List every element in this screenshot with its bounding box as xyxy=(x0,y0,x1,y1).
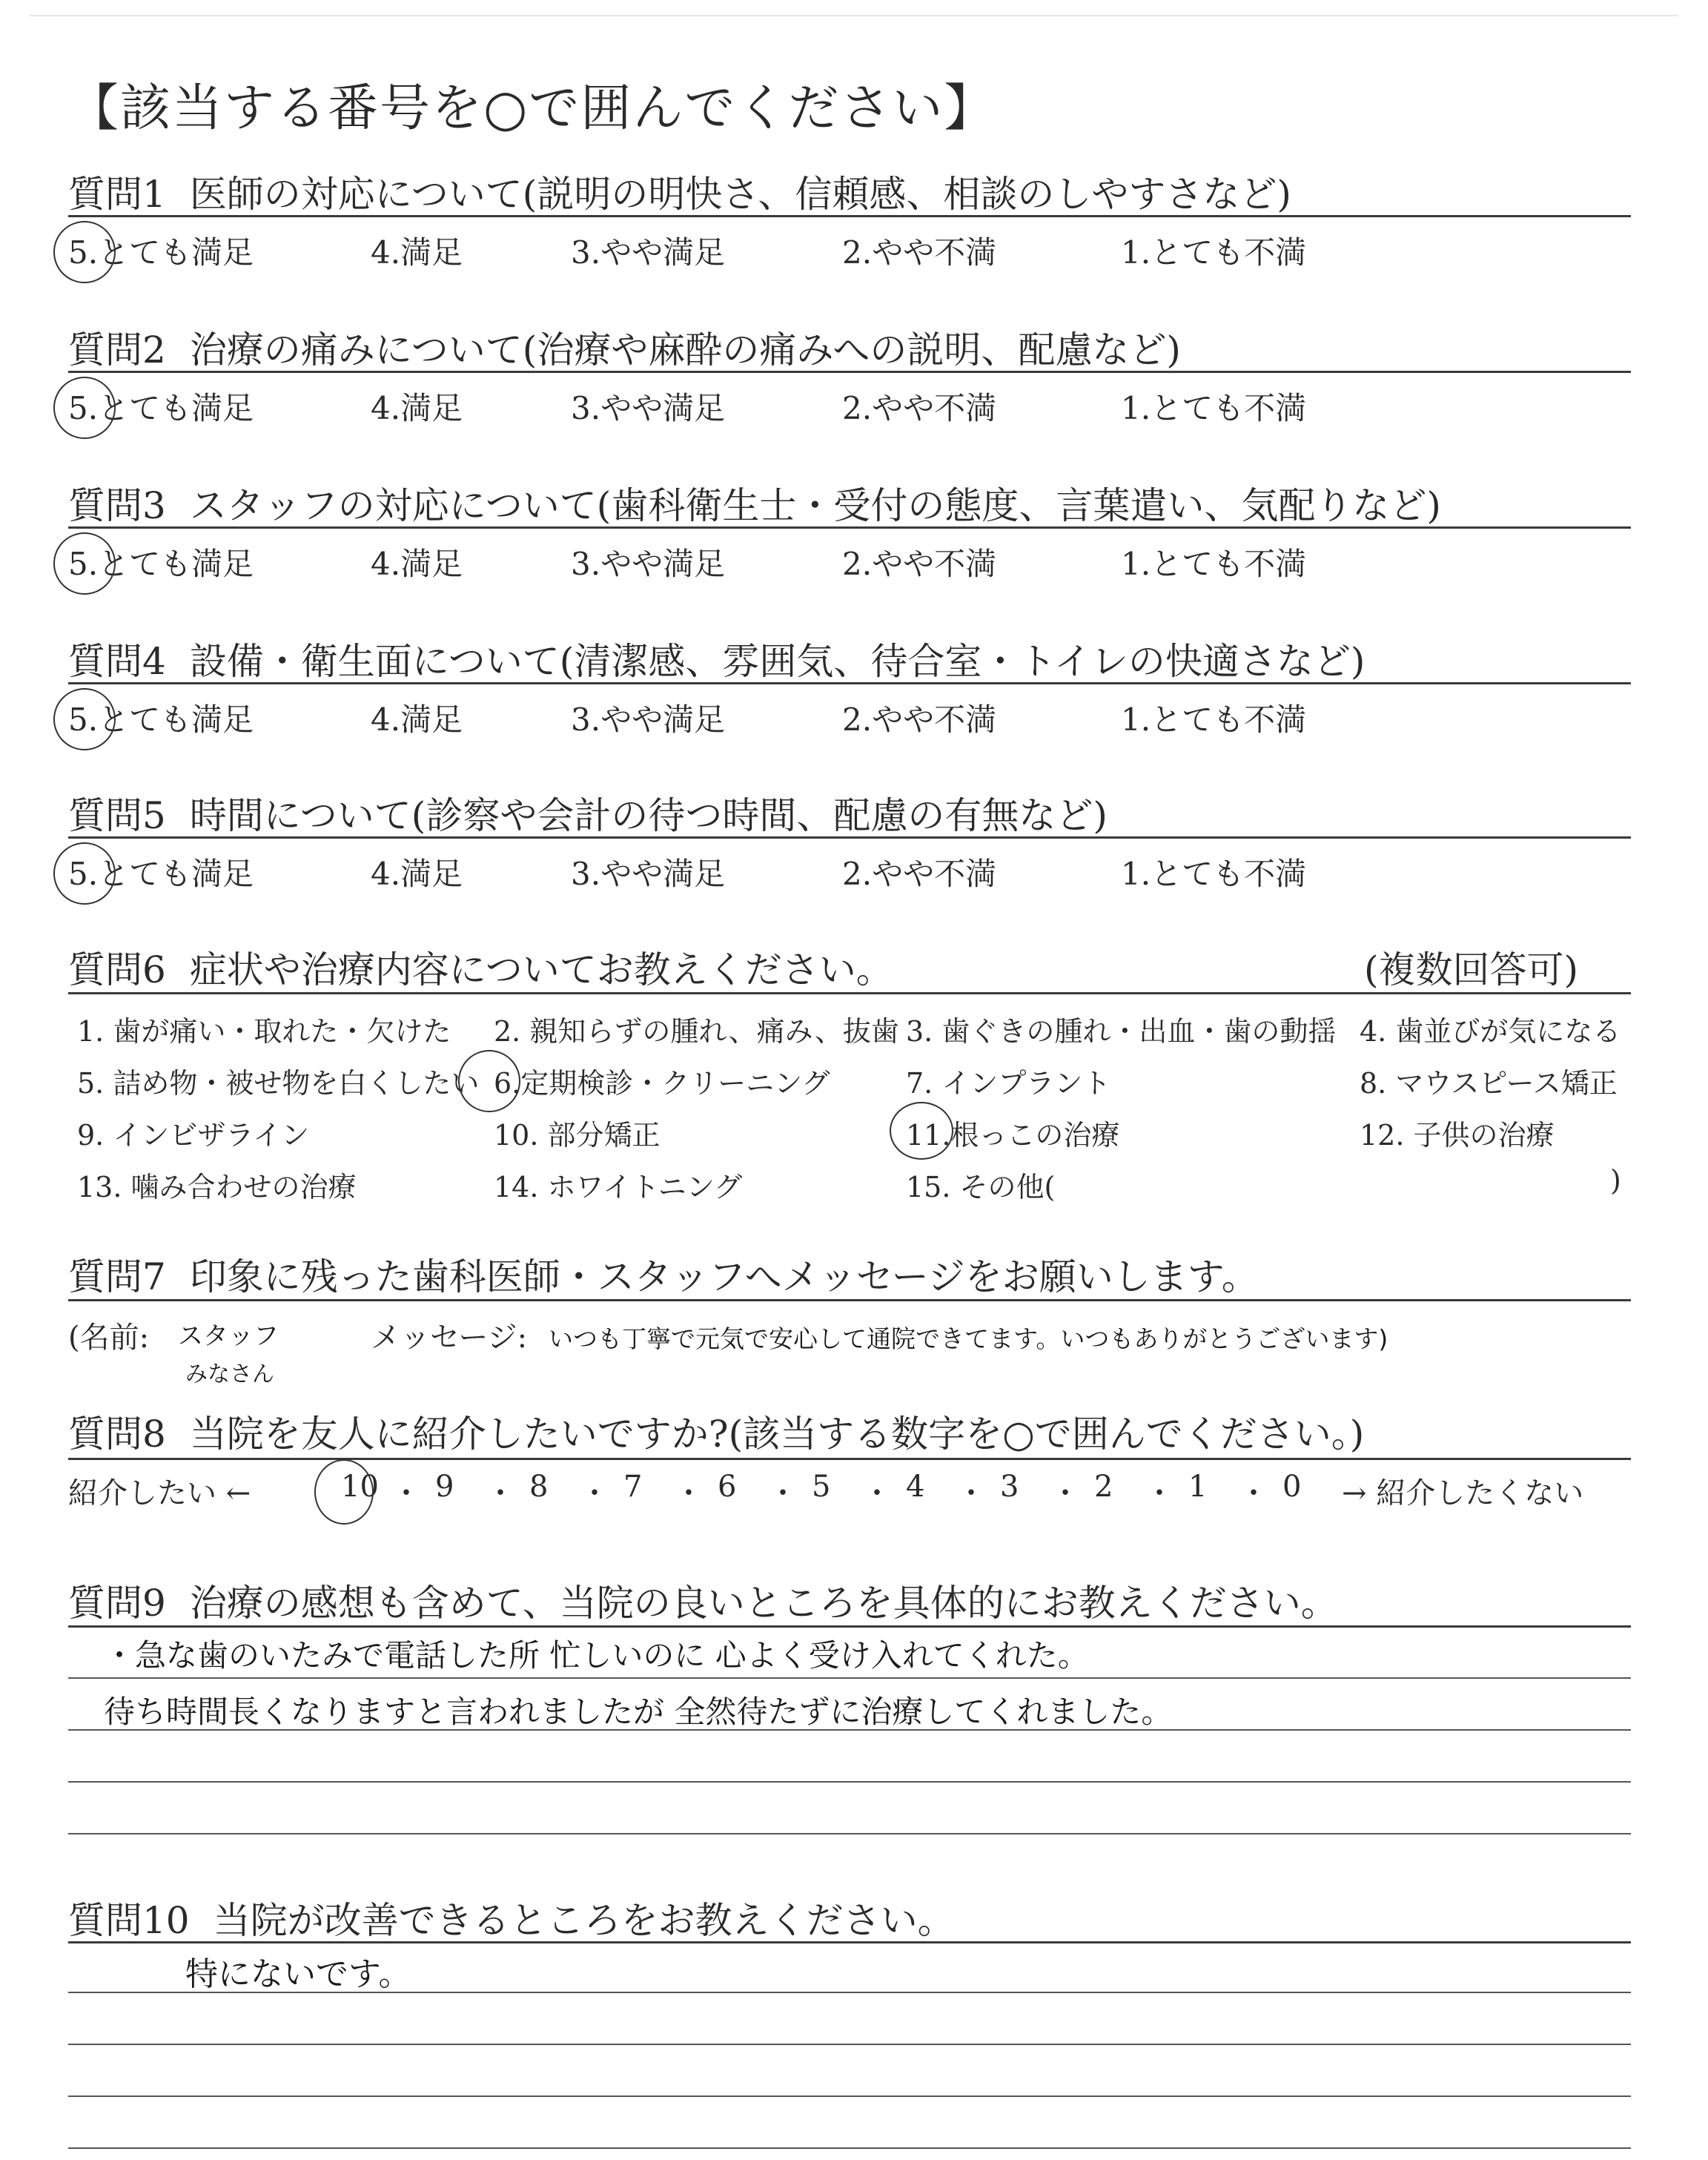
q5-option-2[interactable]: 2.やや不満 xyxy=(842,856,997,892)
q10-title xyxy=(68,1891,955,1944)
q5-option-4[interactable]: 4.満足 xyxy=(371,856,463,892)
q7-name-value-2[interactable]: みなさん xyxy=(185,1361,274,1387)
q8-title xyxy=(68,1404,1364,1458)
q10-line-3 xyxy=(68,2044,1631,2045)
q6-text: 症状や治療内容についてお教えください。 xyxy=(189,948,893,991)
q2-option-2[interactable]: 2.やや不満 xyxy=(842,390,997,426)
q8-text: 当院を友人に紹介したいですか?(該当する数字を○で囲んでください。) xyxy=(189,1413,1365,1456)
q2-text: 治療の痛みについて(治療や麻酔の痛みへの説明、配慮など) xyxy=(189,328,1181,371)
q2-option-3[interactable]: 3.やや満足 xyxy=(571,390,726,426)
q3-number: 質問3 xyxy=(68,484,166,527)
q3-option-2[interactable]: 2.やや不満 xyxy=(842,546,997,582)
q5-option-5[interactable]: 5.とても満足 xyxy=(68,856,254,892)
q9-rule xyxy=(68,1625,1631,1628)
q3-option-3[interactable]: 3.やや満足 xyxy=(571,546,726,582)
q8-scale-1[interactable]: 1 xyxy=(1188,1470,1208,1504)
q3-title xyxy=(68,476,1441,529)
q1-option-3[interactable]: 3.やや満足 xyxy=(571,234,726,271)
q3-rule xyxy=(68,526,1631,529)
q4-text: 設備・衛生面について(清潔感、雰囲気、待合室・トイレの快適さなど) xyxy=(189,640,1366,683)
q8-rule xyxy=(68,1458,1631,1460)
q1-option-4[interactable]: 4.満足 xyxy=(371,234,463,271)
q8-scale-separator: ・ xyxy=(1239,1476,1268,1510)
top-border xyxy=(30,15,1678,16)
q8-scale-separator: ・ xyxy=(1145,1476,1174,1510)
q4-option-2[interactable]: 2.やや不満 xyxy=(842,701,997,738)
q8-right-label: → 紹介したくない xyxy=(1342,1476,1584,1510)
q7-rule xyxy=(68,1299,1631,1301)
q8-scale-separator: ・ xyxy=(956,1476,986,1510)
q6-item-15[interactable]: 15. その他( xyxy=(906,1171,1056,1203)
q2-option-4[interactable]: 4.満足 xyxy=(371,390,463,426)
q9-line-5 xyxy=(68,1833,1631,1834)
q5-number: 質問5 xyxy=(68,794,166,837)
q8-scale-0[interactable]: 0 xyxy=(1282,1470,1302,1504)
q7-name-value-1[interactable]: スタッフ xyxy=(178,1321,279,1351)
q8-scale-separator: ・ xyxy=(486,1476,515,1510)
q5-title xyxy=(68,786,1108,839)
q6-item-4[interactable]: 4. 歯並びが気になる xyxy=(1360,1015,1621,1048)
q4-title xyxy=(68,632,1365,685)
q7-message-label: メッセージ: xyxy=(371,1321,528,1355)
q1-number: 質問1 xyxy=(68,173,166,216)
q6-title xyxy=(68,940,893,994)
q6-item-15-close: ) xyxy=(1610,1164,1621,1197)
q2-option-1[interactable]: 1.とても不満 xyxy=(1121,390,1307,426)
q3-option-5[interactable]: 5.とても満足 xyxy=(68,546,254,582)
q9-text: 治療の感想も含めて、当院の良いところを具体的にお教えください。 xyxy=(189,1582,1338,1625)
q4-rule xyxy=(68,682,1631,684)
q5-option-3[interactable]: 3.やや満足 xyxy=(571,856,726,892)
q8-scale-separator: ・ xyxy=(391,1476,421,1510)
q5-selected-circle xyxy=(53,842,116,905)
q6-item-8[interactable]: 8. マウスピース矯正 xyxy=(1360,1067,1618,1100)
q5-text: 時間について(診察や会計の待つ時間、配慮の有無など) xyxy=(189,794,1108,837)
q8-selected-circle xyxy=(314,1459,374,1525)
q9-line-3 xyxy=(68,1729,1631,1731)
q7-name-label: (名前: xyxy=(68,1321,150,1355)
q2-rule xyxy=(68,371,1631,373)
q6-item-7[interactable]: 7. インプラント xyxy=(906,1067,1111,1100)
q10-number: 質問10 xyxy=(68,1899,190,1942)
q6-item-1[interactable]: 1. 歯が痛い・取れた・欠けた xyxy=(77,1015,451,1048)
q8-scale-3[interactable]: 3 xyxy=(1000,1470,1019,1504)
q1-selected-circle xyxy=(53,221,116,283)
q1-option-2[interactable]: 2.やや不満 xyxy=(842,234,997,271)
q8-scale-7[interactable]: 7 xyxy=(623,1470,643,1504)
q6-number: 質問6 xyxy=(68,948,166,991)
q6-selected-circle-11 xyxy=(890,1102,953,1160)
q9-title xyxy=(68,1573,1338,1627)
q6-item-5[interactable]: 5. 詰め物・被せ物を白くしたい xyxy=(77,1067,480,1100)
q8-scale-2[interactable]: 2 xyxy=(1094,1470,1113,1504)
q4-option-5[interactable]: 5.とても満足 xyxy=(68,701,254,738)
q5-option-1[interactable]: 1.とても不満 xyxy=(1121,856,1307,892)
q8-scale-separator: ・ xyxy=(768,1476,798,1510)
q7-text: 印象に残った歯科医師・スタッフへメッセージをお願いします。 xyxy=(189,1255,1259,1298)
q4-number: 質問4 xyxy=(68,640,166,683)
q9-answer-line-2[interactable]: 待ち時間長くなりますと言われましたが 全然待たずに治療してくれました。 xyxy=(104,1694,1173,1730)
q8-scale-separator: ・ xyxy=(1050,1476,1080,1510)
q8-scale-separator: ・ xyxy=(580,1476,609,1510)
q6-note: (複数回答可) xyxy=(1364,948,1579,991)
q3-option-4[interactable]: 4.満足 xyxy=(371,546,463,582)
q2-selected-circle xyxy=(53,377,116,439)
q4-option-1[interactable]: 1.とても不満 xyxy=(1121,701,1307,738)
q6-item-11[interactable]: 11.根っこの治療 xyxy=(906,1119,1120,1152)
q1-option-1[interactable]: 1.とても不満 xyxy=(1121,234,1307,271)
q4-option-3[interactable]: 3.やや満足 xyxy=(571,701,726,738)
q10-text: 当院が改善できるところをお教えください。 xyxy=(213,1899,955,1942)
q1-option-5[interactable]: 5.とても満足 xyxy=(68,234,254,271)
q7-number: 質問7 xyxy=(68,1255,166,1298)
q4-option-4[interactable]: 4.満足 xyxy=(371,701,463,738)
q8-number: 質問8 xyxy=(68,1413,166,1456)
q10-rule xyxy=(68,1941,1631,1943)
q8-scale-separator: ・ xyxy=(862,1476,892,1510)
q8-scale-8[interactable]: 8 xyxy=(529,1470,549,1504)
q6-item-10[interactable]: 10. 部分矯正 xyxy=(494,1119,661,1152)
q5-rule xyxy=(68,836,1631,839)
q1-text: 医師の対応について(説明の明快さ、信頼感、相談のしやすさなど) xyxy=(189,173,1291,216)
q8-scale-5[interactable]: 5 xyxy=(812,1470,831,1504)
q3-text: スタッフの対応について(歯科衛生士・受付の態度、言葉遣い、気配りなど) xyxy=(189,484,1441,527)
q6-item-14[interactable]: 14. ホワイトニング xyxy=(494,1171,743,1203)
q1-title xyxy=(68,165,1291,218)
q8-scale-9[interactable]: 9 xyxy=(435,1470,454,1504)
q7-message-value[interactable]: いつも丁寧で元気で安心して通院できてます。いつもありがとうございます) xyxy=(549,1324,1388,1353)
q3-option-1[interactable]: 1.とても不満 xyxy=(1121,546,1307,582)
q6-item-6[interactable]: 6.定期検診・クリーニング xyxy=(494,1067,830,1100)
q10-line-5 xyxy=(68,2147,1631,2149)
q6-item-3[interactable]: 3. 歯ぐきの腫れ・出血・歯の動揺 xyxy=(906,1015,1337,1048)
q6-item-2[interactable]: 2. 親知らずの腫れ、痛み、抜歯 xyxy=(494,1015,899,1048)
q10-line-4 xyxy=(68,2095,1631,2097)
q7-title xyxy=(68,1247,1259,1301)
q4-selected-circle xyxy=(53,688,116,750)
q9-number: 質問9 xyxy=(68,1582,166,1625)
q2-option-5[interactable]: 5.とても満足 xyxy=(68,390,254,426)
q8-scale-separator: ・ xyxy=(674,1476,704,1510)
q8-scale-4[interactable]: 4 xyxy=(906,1470,925,1504)
q8-scale-6[interactable]: 6 xyxy=(718,1470,737,1504)
q6-item-12[interactable]: 12. 子供の治療 xyxy=(1360,1119,1555,1152)
q10-answer[interactable]: 特にないです。 xyxy=(185,1955,411,1993)
q2-number: 質問2 xyxy=(68,328,166,371)
q9-line-2 xyxy=(68,1677,1631,1679)
q8-scale-10[interactable]: 10 xyxy=(341,1470,379,1504)
q6-selected-circle-6 xyxy=(458,1050,520,1112)
q1-rule xyxy=(68,215,1631,217)
q9-line-4 xyxy=(68,1781,1631,1783)
q10-line-2 xyxy=(68,1992,1631,1993)
q6-item-13[interactable]: 13. 噛み合わせの治療 xyxy=(77,1171,357,1203)
q8-left-label: 紹介したい ← xyxy=(68,1476,251,1510)
q9-answer-line-1[interactable]: ・急な歯のいたみで電話した所 忙しいのに 心よく受け入れてくれた。 xyxy=(104,1637,1089,1674)
q2-title xyxy=(68,320,1181,374)
form-header: 【該当する番号を○で囲んでください】 xyxy=(68,79,996,138)
q3-selected-circle xyxy=(53,532,116,595)
q6-item-9[interactable]: 9. インビザライン xyxy=(77,1119,310,1152)
q6-rule xyxy=(68,992,1631,994)
